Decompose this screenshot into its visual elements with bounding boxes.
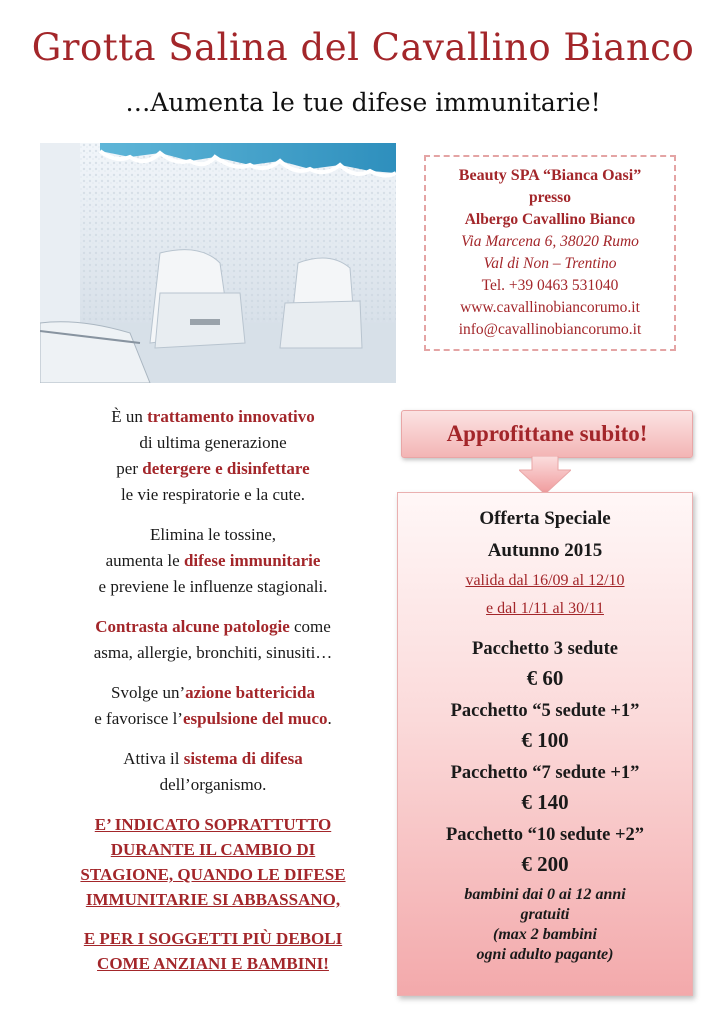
address-line-1: Via Marcena 6, 38020 Rumo (461, 233, 639, 250)
highlight-text: Contrasta alcune patologie (95, 617, 290, 636)
text-run: È un (111, 407, 148, 426)
package-name: Pacchetto 3 sedute (472, 639, 618, 659)
presso-label: presso (529, 189, 571, 206)
text-run: di ultima generazione (139, 433, 287, 452)
offer-validity-2: e dal 1/11 al 30/11 (486, 600, 604, 617)
highlight-text: trattamento innovativo (147, 407, 315, 426)
text-run: E PER I SOGGETTI PIÙ DEBOLI (83, 929, 343, 948)
benefit-paragraph-1 (30, 404, 396, 508)
highlight-text: azione battericida (185, 683, 315, 702)
benefits-text (30, 404, 396, 990)
address-line-2: Val di Non – Trentino (483, 255, 617, 272)
cta-banner[interactable]: Approfittane subito! (401, 410, 693, 458)
contact-info-box (424, 155, 676, 351)
text-run: e favorisce l’ (94, 709, 183, 728)
offer-validity-1: valida dal 16/09 al 12/10 (465, 572, 625, 589)
special-offer-box (397, 492, 693, 996)
text-run: E’ INDICATO SOPRATTUTTO (94, 815, 332, 834)
recommendation-text (30, 812, 396, 976)
text-run: aumenta le (105, 551, 184, 570)
text-run: ogni adulto pagante) (476, 946, 614, 963)
text-run: dell’organismo. (159, 775, 267, 794)
package-price: € 60 (526, 666, 564, 690)
text-run: Elimina le tossine, (149, 525, 277, 544)
package-price: € 200 (521, 852, 569, 876)
text-run: IMMUNITARIE SI ABBASSANO, (85, 890, 341, 909)
text-run: . (327, 709, 332, 728)
highlight-text: detergere e disinfettare (142, 459, 310, 478)
kids-free-note (398, 885, 692, 965)
email-link[interactable]: info@cavallinobiancorumo.it (458, 321, 642, 338)
recommendation-paragraph-2 (30, 926, 396, 976)
benefit-paragraph-2 (30, 522, 396, 600)
page-subtitle: …Aumenta le tue difese immunitarie! (125, 88, 601, 117)
text-run: e previene le influenze stagionali. (98, 577, 328, 596)
hotel-name: Albergo Cavallino Bianco (464, 211, 636, 228)
text-run: gratuiti (520, 906, 570, 923)
highlight-text: espulsione del muco (182, 709, 328, 728)
benefit-paragraph-5 (30, 746, 396, 798)
package-name: Pacchetto “7 sedute +1” (450, 763, 640, 783)
text-run: le vie respiratorie e la cute. (120, 485, 306, 504)
text-run: per (116, 459, 143, 478)
offer-season: Autunno 2015 (487, 540, 603, 561)
recommendation-paragraph-1 (30, 812, 396, 912)
website-link[interactable]: www.cavallinobiancorumo.it (460, 299, 640, 316)
highlight-text: difese immunitarie (183, 551, 321, 570)
spa-name: Beauty SPA “Bianca Oasi” (458, 167, 642, 184)
down-arrow-icon (519, 456, 571, 494)
text-run: DURANTE IL CAMBIO DI (110, 840, 316, 859)
package-name: Pacchetto “10 sedute +2” (445, 825, 645, 845)
text-run: Attiva il (123, 749, 184, 768)
text-run: bambini dai 0 ai 12 anni (464, 886, 626, 903)
text-run: STAGIONE, QUANDO LE DIFESE (80, 865, 346, 884)
text-run: come (289, 617, 331, 636)
offer-heading: Offerta Speciale (479, 508, 611, 529)
benefit-paragraph-3 (30, 614, 396, 666)
page-title: Grotta Salina del Cavallino Bianco (31, 26, 695, 69)
package-price: € 100 (521, 728, 569, 752)
text-run: COME ANZIANI E BAMBINI! (97, 954, 329, 973)
highlight-text: sistema di difesa (183, 749, 303, 768)
benefit-paragraph-4 (30, 680, 396, 732)
phone-number: Tel. +39 0463 531040 (481, 277, 619, 294)
package-name: Pacchetto “5 sedute +1” (450, 701, 640, 721)
text-run: (max 2 bambini (492, 926, 597, 943)
text-run: Svolge un’ (111, 683, 186, 702)
salt-cave-photo (40, 143, 396, 383)
text-run: asma, allergie, bronchiti, sinusiti… (93, 643, 333, 662)
package-price: € 140 (521, 790, 569, 814)
